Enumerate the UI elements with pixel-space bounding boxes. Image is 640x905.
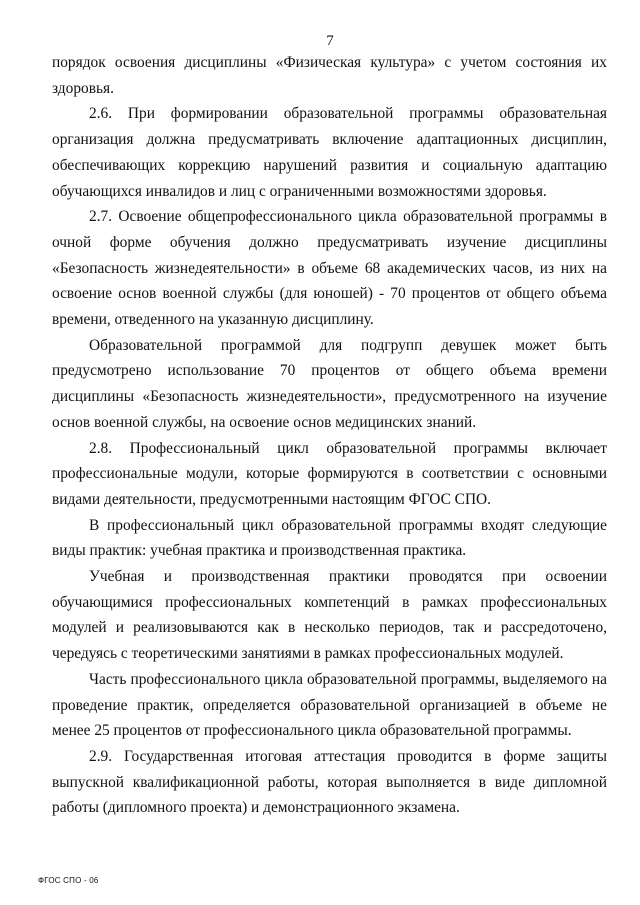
paragraph-continuation: порядок освоения дисциплины «Физическая культура» с учетом состояния их здоровья.	[52, 54, 607, 97]
paragraph-practice-share: Часть профессионального цикла образовательной программы, выделяемого на проведение практик, определяется образовательной организацией в объеме не менее 25 процентов от профессионального цикла образовательной программы.	[52, 670, 607, 740]
paragraph-2-7: 2.7. Освоение общепрофессионального цикла образовательной программы в очной форме обучения должно предусматривать изучение дисциплины «Безопасность жизнедеятельности» в объеме 68 академических часов, из них на освоение основ военной службы (для юношей) - 70 процентов от общего объема времени, отведенного на указанную дисциплину.	[52, 208, 607, 329]
paragraph-practice-types: В профессиональный цикл образовательной программы входят следующие виды практик: учебная практика и производственная практика.	[52, 516, 607, 560]
page-number: 7	[326, 33, 334, 49]
paragraph-girls-subgroups: Образовательной программой для подгрупп девушек может быть предусмотрено использование 70 процентов от общего объема времени дисциплины «Безопасность жизнедеятельности», предусмотренного на изучение основ военной службы, на освоение основ медицинских знаний.	[52, 336, 607, 431]
paragraph-2-6: 2.6. При формировании образовательной программы образовательная организация должна предусматривать включение адаптационных дисциплин, обеспечивающих коррекцию нарушений развития и социальную адаптацию обучающихся инвалидов и лиц с ограниченными возможностями здоровья.	[52, 105, 607, 200]
document-body	[52, 50, 607, 821]
paragraph-practice-conduct: Учебная и производственная практики проводятся при освоении обучающимися профессиональных компетенций в рамках профессиональных модулей и реализовываются как в несколько периодов, так и рассредоточено, чередуясь с теоретическими занятиями в рамках профессиональных модулей.	[52, 568, 607, 663]
paragraph-2-8: 2.8. Профессиональный цикл образовательной программы включает профессиональные модули, которые формируются в соответствии с основными видами деятельности, предусмотренными настоящим ФГОС СПО.	[52, 439, 607, 508]
page-footer: ФГОС СПО - 06	[38, 876, 99, 885]
paragraph-2-9: 2.9. Государственная итоговая аттестация проводится в форме защиты выпускной квалификационной работы, которая выполняется в виде дипломной работы (дипломного проекта) и демонстрационного экзамена.	[52, 747, 607, 817]
